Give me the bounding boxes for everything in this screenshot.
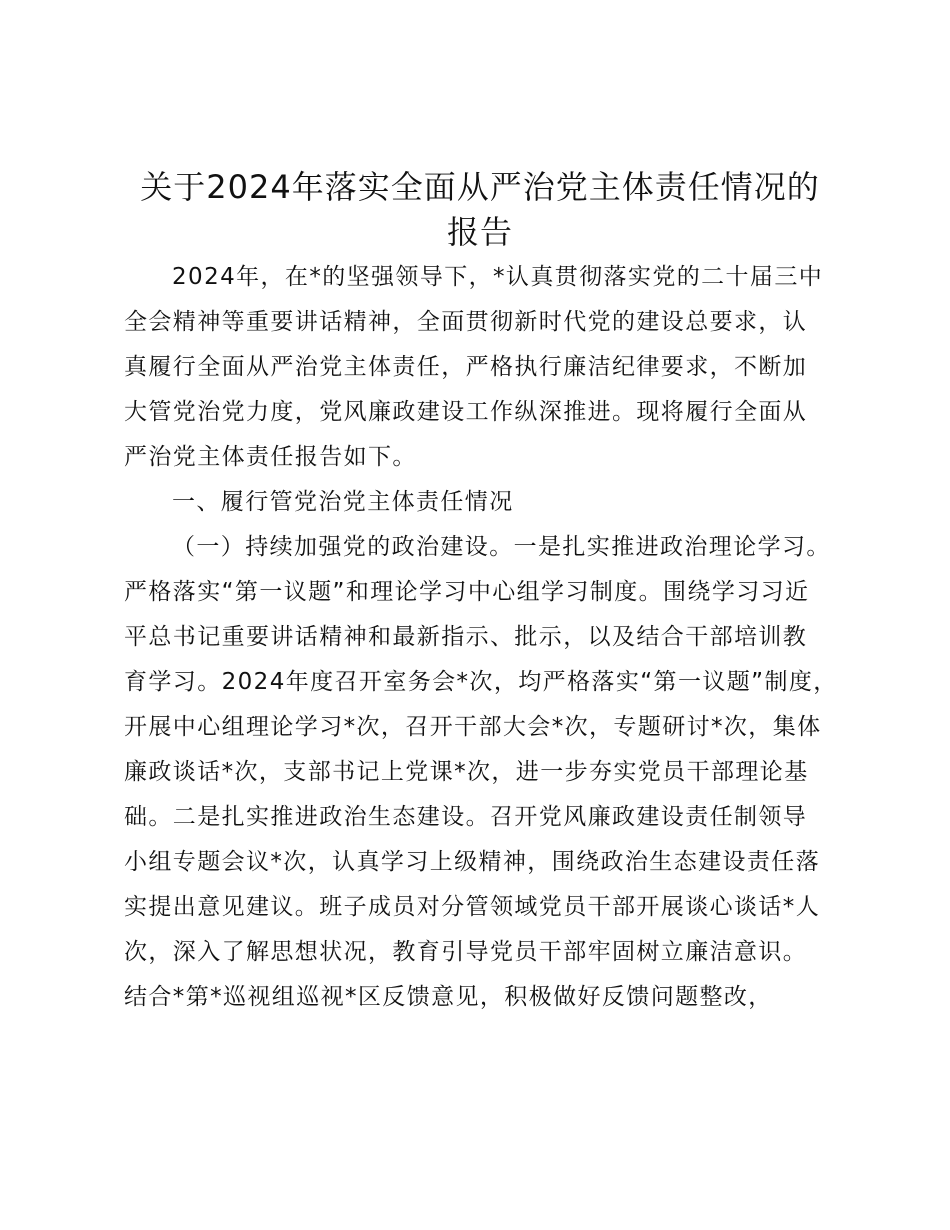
report-title-line-1: 关于2024年落实全面从严治党主体责任情况的 [140,168,820,206]
body-text-line: 结合*第*巡视组巡视*区反馈意见，积极做好反馈问题整改， [124,984,773,1010]
body-text-line: 真履行全面从严治党主体责任，严格执行廉洁纪律要求，不断加 [124,354,808,380]
section-heading: 一、履行管党治党主体责任情况 [172,489,514,515]
subsection-heading-line: （一）持续加强党的政治建设。一是扎实推进政治理论学习。 [172,534,831,560]
body-text-line: 实提出意见建议。班子成员对分管领域党员干部开展谈心谈话*人 [124,894,821,920]
body-text-line: 廉政谈话*次，支部书记上党课*次，进一步夯实党员干部理论基 [124,759,809,785]
body-text-line: 严格落实“第一议题”和理论学习中心组学习制度。围绕学习习近 [124,579,810,605]
body-text-line: 大管党治党力度，党风廉政建设工作纵深推进。现将履行全面从 [124,399,808,425]
report-title-line-2: 报告 [446,213,513,251]
body-text-line: 次，深入了解思想状况，教育引导党员干部牢固树立廉洁意识。 [124,939,808,965]
body-text-line: 全会精神等重要讲话精神，全面贯彻新时代党的建设总要求，认 [124,309,808,335]
body-text-line: 2024年，在*的坚强领导下，*认真贯彻落实党的二十届三中 [172,264,824,290]
body-text-line: 育学习。2024年度召开室务会*次，均严格落实“第一议题”制度， [124,669,838,695]
body-text-line: 础。二是扎实推进政治生态建设。召开党风廉政建设责任制领导 [124,804,808,830]
body-text-line: 小组专题会议*次，认真学习上级精神，围绕政治生态建设责任落 [124,849,821,875]
body-text-line: 开展中心组理论学习*次，召开干部大会*次，专题研讨*次，集体 [124,714,822,740]
body-text-line: 严治党主体责任报告如下。 [124,444,417,470]
body-text-line: 平总书记重要讲话精神和最新指示、批示，以及结合干部培训教 [124,624,808,650]
